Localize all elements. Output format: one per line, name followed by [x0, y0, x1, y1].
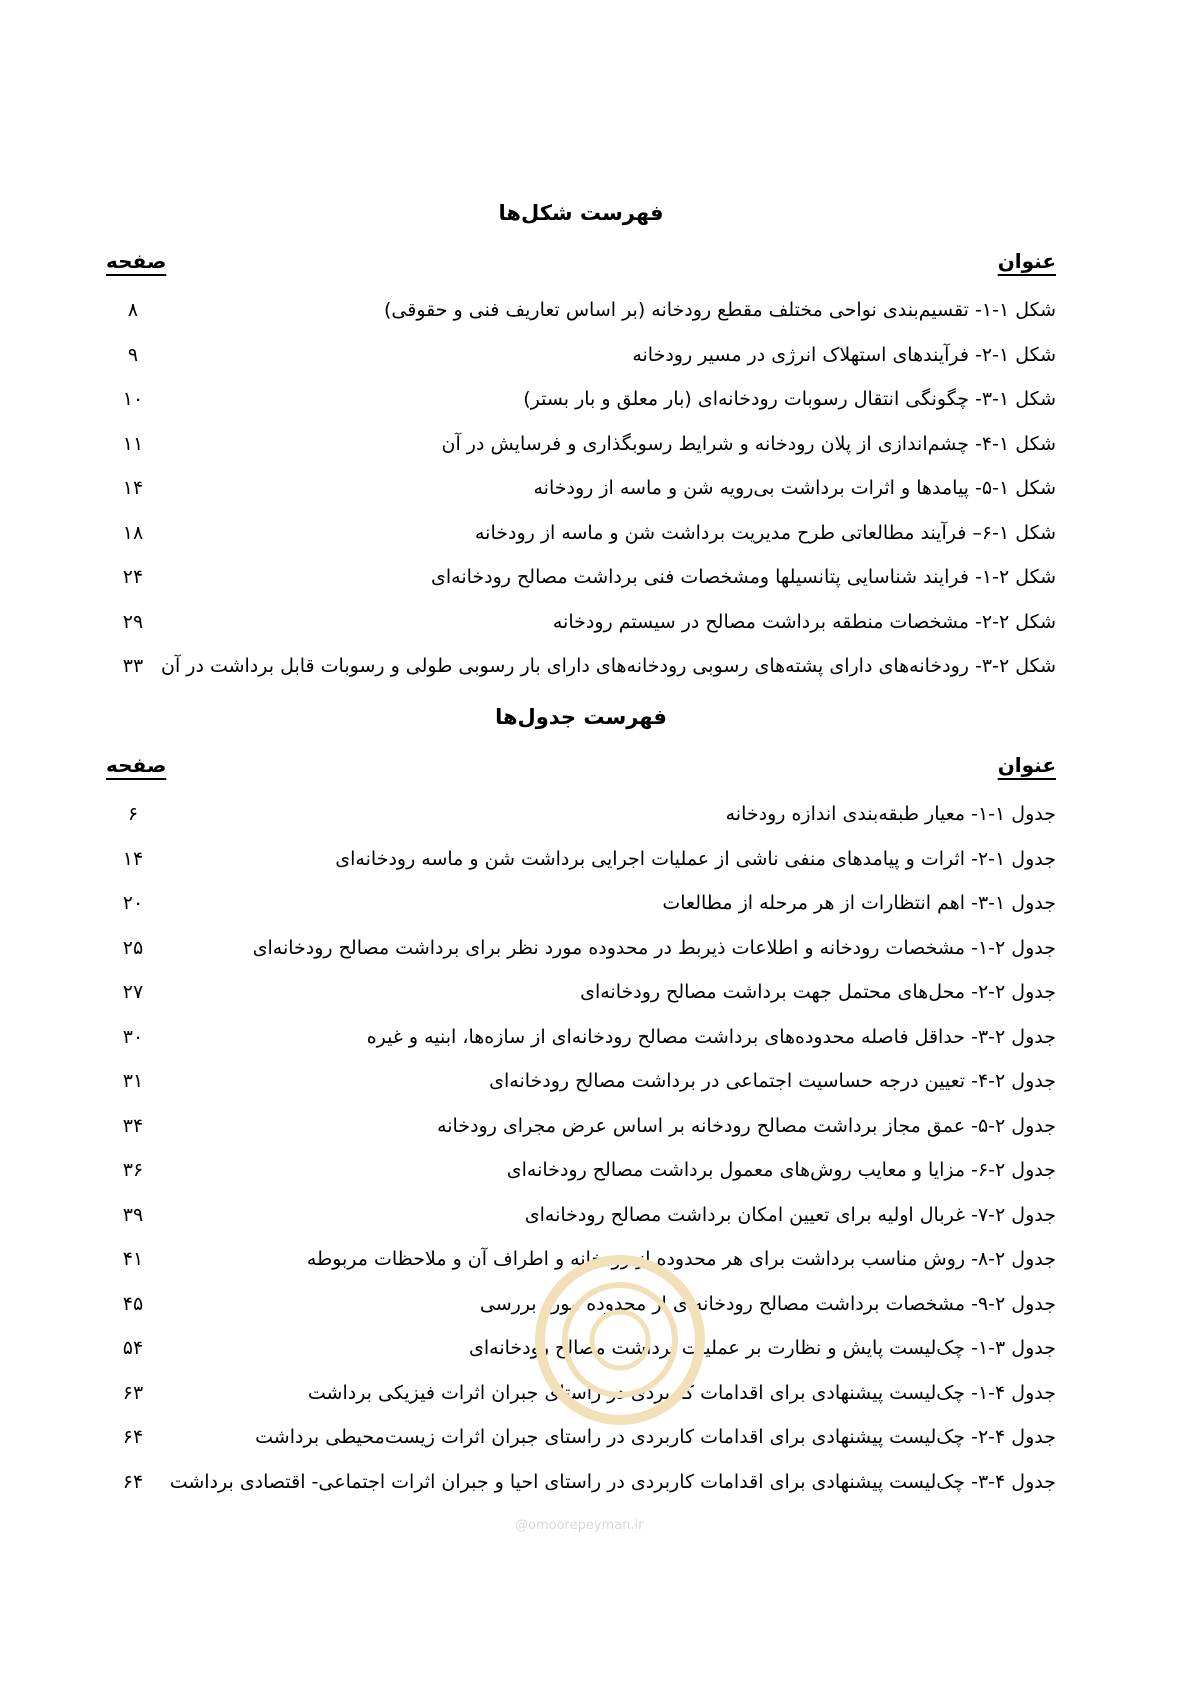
entry-page: ۲۹	[122, 610, 144, 633]
tables-title: فهرست جدول‌ها	[495, 705, 667, 729]
entry-title: جدول ۲-۸- روش مناسب برداشت برای هر محدوده از رودخانه و اطراف آن و ملاحظات مربوطه	[306, 1248, 1056, 1271]
watermark-text: @omoorepeyman.ir	[515, 1518, 644, 1533]
entry-title: جدول ۴-۱- چک‌لیست پیشنهادی برای اقدامات کاربردی در راستای جبران اثرات فیزیکی برداشت	[307, 1381, 1056, 1404]
title-column-header: عنوان	[997, 753, 1056, 777]
title-column-header: عنوان	[997, 249, 1056, 273]
entry-page: ۳۹	[122, 1203, 144, 1226]
toc-row	[106, 792, 1056, 837]
toc-row	[106, 1460, 1056, 1505]
entry-page: ۱۴	[122, 847, 144, 870]
entry-title: جدول ۲-۱- مشخصات رودخانه و اطلاعات ذیربط در محدوده مورد نظر برای برداشت مصالح رودخانه‌ای	[252, 936, 1056, 959]
toc-row	[106, 644, 1056, 689]
entry-page: ۶۳	[122, 1381, 144, 1404]
entry-page: ۳۰	[122, 1025, 144, 1048]
tables-header	[106, 748, 1056, 782]
page-column-header: صفحه	[106, 753, 167, 777]
entry-title: جدول ۲-۷- غربال اولیه برای تعیین امکان برداشت مصالح رودخانه‌ای	[524, 1203, 1056, 1226]
figures-section	[106, 196, 1056, 689]
toc-row	[106, 1015, 1056, 1060]
entry-page: ۱۱	[122, 432, 144, 455]
toc-row	[106, 600, 1056, 645]
entry-title: جدول ۲-۴- تعیین درجه حساسیت اجتماعی در برداشت مصالح رودخانه‌ای	[489, 1070, 1056, 1093]
entry-page: ۶	[127, 803, 139, 826]
entry-title: جدول ۲-۳- حداقل فاصله محدوده‌های برداشت مصالح رودخانه‌ای از سازه‌ها، ابنیه و غیره	[366, 1025, 1056, 1048]
entry-page: ۲۵	[122, 936, 144, 959]
toc-row	[106, 466, 1056, 511]
entry-page: ۸	[127, 299, 139, 322]
toc-row	[106, 1148, 1056, 1193]
toc-row	[106, 1193, 1056, 1238]
toc-row	[106, 837, 1056, 882]
entry-page: ۹	[127, 343, 139, 366]
entry-title: شکل ۱-۲- فرآیندهای استهلاک انرژی در مسیر رودخانه	[632, 343, 1056, 366]
entry-page: ۴۱	[122, 1248, 144, 1271]
toc-row	[106, 377, 1056, 422]
entry-title: جدول ۴-۳- چک‌لیست پیشنهادی برای اقدامات کاربردی در راستای احیا و جبران اثرات اجتماعی- اقتصادی برداشت	[169, 1470, 1056, 1493]
entry-page: ۳۴	[122, 1114, 144, 1137]
entry-title: جدول ۲-۵- عمق مجاز برداشت مصالح رودخانه بر اساس عرض مجرای رودخانه	[437, 1114, 1056, 1137]
entry-title: جدول ۴-۲- چک‌لیست پیشنهادی برای اقدامات کاربردی در راستای جبران اثرات زیست‌محیطی برداشت	[255, 1426, 1056, 1449]
entry-title: شکل ۱-۶– فرآیند مطالعاتی طرح مدیریت برداشت شن و ماسه از رودخانه	[474, 521, 1056, 544]
entry-title: شکل ۱-۴- چشم‌اندازی از پلان رودخانه و شرایط رسوبگذاری و فرسایش در آن	[441, 432, 1056, 455]
entry-page: ۶۴	[122, 1426, 144, 1449]
figures-list	[106, 288, 1056, 689]
toc-row	[106, 1104, 1056, 1149]
entry-title: جدول ۲-۲- محل‌های محتمل جهت برداشت مصالح رودخانه‌ای	[580, 981, 1056, 1004]
entry-title: شکل ۱-۱- تقسیم‌بندی نواحی مختلف مقطع رودخانه (بر اساس تعاریف فنی و حقوقی)	[383, 299, 1056, 322]
entry-title: جدول ۱-۱- معیار طبقه‌بندی اندازه رودخانه	[725, 803, 1056, 826]
watermark-logo	[520, 1240, 720, 1440]
toc-row	[106, 288, 1056, 333]
entry-title: جدول ۳-۱- چک‌لیست پایش و نظارت بر عملیات برداشت مصالح رودخانه‌ای	[469, 1337, 1056, 1360]
figures-title: فهرست شکل‌ها	[498, 201, 664, 225]
toc-row	[106, 555, 1056, 600]
entry-title: جدول ۱-۲- اثرات و پیامدهای منفی ناشی از عملیات اجرایی برداشت شن و ماسه رودخانه‌ای	[335, 847, 1056, 870]
entry-title: جدول ۱-۳- اهم انتظارات از هر مرحله از مطالعات	[662, 892, 1056, 915]
entry-page: ۱۴	[122, 477, 144, 500]
entry-title: شکل ۲-۳- رودخانه‌های دارای پشته‌های رسوبی رودخانه‌های دارای بار رسوبی طولی و رسوبات قابل برداشت در آن	[161, 655, 1056, 678]
entry-page: ۲۰	[122, 892, 144, 915]
toc-row	[106, 422, 1056, 467]
entry-title: شکل ۱-۵- پیامدها و اثرات برداشت بی‌رویه شن و ماسه از رودخانه	[533, 477, 1056, 500]
entry-title: جدول ۲-۶- مزایا و معایب روش‌های معمول برداشت مصالح رودخانه‌ای	[506, 1159, 1056, 1182]
entry-page: ۱۰	[122, 388, 144, 411]
entry-page: ۳۶	[122, 1159, 144, 1182]
figures-header	[106, 244, 1056, 278]
toc-row	[106, 1059, 1056, 1104]
entry-page: ۳۱	[122, 1070, 144, 1093]
toc-row	[106, 511, 1056, 556]
entry-page: ۲۴	[122, 566, 144, 589]
entry-page: ۴۵	[122, 1292, 144, 1315]
toc-row	[106, 881, 1056, 926]
entry-title: شکل ۲-۲- مشخصات منطقه برداشت مصالح در سیستم رودخانه	[552, 610, 1056, 633]
entry-page: ۳۳	[122, 655, 144, 678]
toc-row	[106, 970, 1056, 1015]
entry-page: ۶۴	[122, 1470, 144, 1493]
entry-page: ۱۸	[122, 521, 144, 544]
entry-page: ۵۴	[122, 1337, 144, 1360]
entry-title: جدول ۲-۹- مشخصات برداشت مصالح رودخانه‌ای از محدوده مورد بررسی	[479, 1292, 1056, 1315]
entry-title: شکل ۱-۳- چگونگی انتقال رسوبات رودخانه‌ای (بار معلق و بار بستر)	[523, 388, 1056, 411]
page-column-header: صفحه	[106, 249, 167, 273]
entry-title: شکل ۲-۱- فرایند شناسایی پتانسیلها ومشخصات فنی برداشت مصالح رودخانه‌ای	[431, 566, 1056, 589]
toc-row	[106, 333, 1056, 378]
toc-row	[106, 926, 1056, 971]
entry-page: ۲۷	[122, 981, 144, 1004]
